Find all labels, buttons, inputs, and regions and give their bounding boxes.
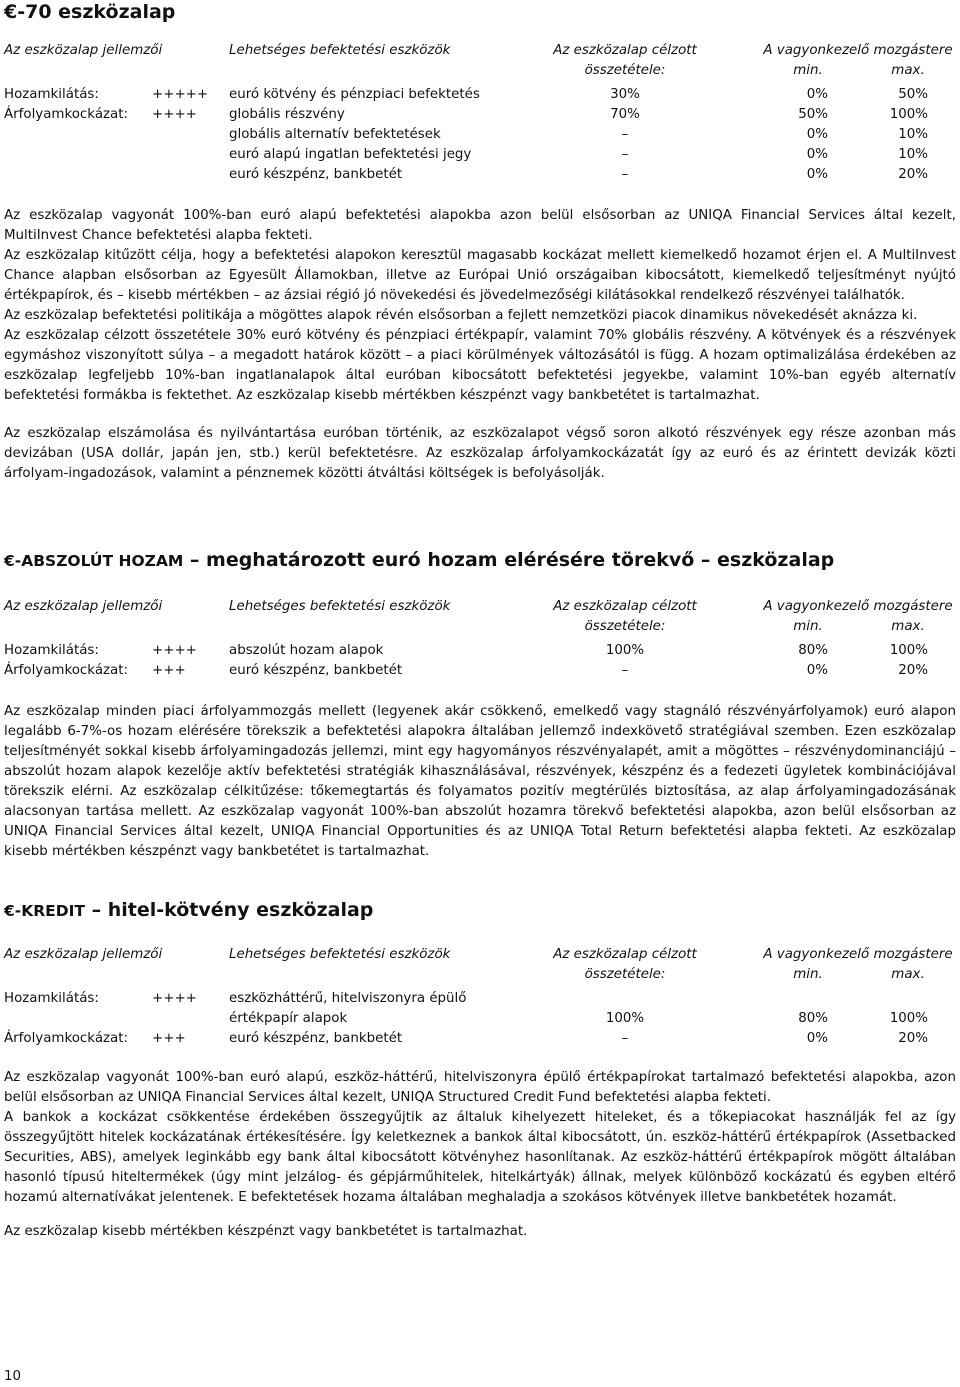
row-max: 100% [889, 1011, 928, 1026]
table-row [4, 641, 956, 661]
paragraph: Az eszközalap minden piaci árfolyammozgás mellett (legyenek akár csökkenő, emelkedő vagy stagnáló részvényárfolyamok) euró alapon legalább 6-7%-os hozam elérésére törekszik a befektetési alapokra általában jellemző indexkövető stratégiával szemben. Ezen eszközalap teljesítményét sokkal kisebb árfolyamingadozás jellemzi, mint egy hagyományos részvényalapét, amit a mögöttes – részvénydominanciájú – abszolút hozam alapok kezelője aktív befektetési stratégiák kihasználásával, részvények, készpénz és a fedezeti ügyletek kombinációjával törekszik elérni. Az eszközalap célkitűzése: tőkemegtartás és folyamatos pozitív megtérülés biztosítása, az alap árfolyamingadozásának alacsonyan tartása mellett. Az eszközalap vagyonát 100%-ban abszolút hozamra törekvő befektetési alapokba, azon belül elsősorban az UNIQA Financial Services által kezelt, UNIQA Financial Opportunities és az UNIQA Total Return befektetési alapba fekteti. Az eszközalap kisebb mértékben készpénzt vagy bankbetétet is tartalmazhat. [4, 704, 956, 859]
table-row [4, 989, 956, 1009]
row-asset: abszolút hozam alapok [229, 643, 384, 658]
row-max: 20% [898, 663, 928, 678]
row-min: 80% [798, 1011, 828, 1026]
section-euro-70 [4, 0, 956, 484]
title-prefix: €-ABSZOLÚT HOZAM [4, 552, 184, 570]
header-range: A vagyonkezelő mozgástere [763, 43, 953, 58]
title-prefix: €-KREDIT [4, 902, 85, 920]
row-rating: +++++ [152, 87, 209, 102]
table-row [4, 105, 956, 125]
table-row [4, 85, 956, 105]
row-rating: +++ [152, 1031, 186, 1046]
row-rating: +++ [152, 663, 186, 678]
table-row [4, 165, 956, 185]
table-body [4, 989, 956, 1049]
row-asset: euró készpénz, bankbetét [229, 1031, 403, 1046]
page-number: 10 [4, 1369, 22, 1384]
row-min: 0% [806, 87, 828, 102]
row-label: Hozamkilátás: [4, 643, 99, 658]
header-min: min. [793, 63, 823, 78]
title-rest: eszközalap [51, 1, 176, 23]
row-min: 50% [798, 107, 828, 122]
row-max: 20% [898, 167, 928, 182]
table-body [4, 641, 956, 681]
row-max: 100% [889, 643, 928, 658]
row-label: Hozamkilátás: [4, 991, 99, 1006]
header-characteristics: Az eszközalap jellemzői [4, 599, 163, 614]
header-target-2: összetétele: [584, 619, 666, 634]
row-asset: globális részvény [229, 107, 345, 122]
row-target: – [621, 1031, 629, 1046]
header-target: Az eszközalap célzott [553, 947, 697, 962]
row-min: 0% [806, 1031, 828, 1046]
header-instruments: Lehetséges befektetési eszközök [229, 947, 451, 962]
header-target-2: összetétele: [584, 63, 666, 78]
section-euro-abszolut-hozam [4, 548, 956, 862]
row-target: 70% [610, 107, 640, 122]
section-euro-kredit [4, 898, 956, 1242]
header-max: max. [891, 967, 925, 982]
row-target: – [621, 167, 629, 182]
title-prefix: €-70 [4, 1, 52, 23]
paragraph: Az eszközalap vagyonát 100%-ban euró alapú, eszköz-háttérű, hitelviszonyra épülő értékpapírokat tartalmazó befektetési alapokba, azon belül elsősorban az UNIQA Financial Services által kezelt, UNIQA Structured Credit Fund befektetési alapba fekteti. [4, 1070, 956, 1105]
row-asset: eszközháttérű, hitelviszonyra épülő [229, 991, 467, 1006]
paragraph: Az eszközalap célzott összetétele 30% euró kötvény és pénzpiaci értékpapír, valamint 70% globális részvény. A kötvények és a részvények egymáshoz viszonyított súlya – a megadott határok között – a piaci körülmények változásától is függ. A hozam optimalizálása érdekében az eszközalap legfeljebb 10%-ban ingatlanalapok által euróban kibocsátott befektetési jegyekbe, valamint 10%-ban egyéb alternatív befektetési formákba is fektethet. Az eszközalap kisebb mértékben készpénzt vagy bankbetétet is tartalmazhat. [4, 328, 956, 403]
header-characteristics: Az eszközalap jellemzői [4, 947, 163, 962]
row-target: 100% [605, 1011, 645, 1026]
row-label: Hozamkilátás: [4, 87, 99, 102]
row-asset: euró kötvény és pénzpiaci befektetés [229, 87, 480, 102]
table-row [4, 1029, 956, 1049]
paragraph: A bankok a kockázat csökkentése érdekében összegyűjtik az általuk kihelyezett hiteleket, és a tőkepiacokat használják fel az így összegyűjtött hitelek kockázatának értékesítésére. Így keletkeznek a bankok által kibocsátott, ún. eszköz-háttérű értékpapírok (Assetbacked Securities, ABS), amelyek leginkább egy bank által kibocsátott kötvényhez hasonlítanak. Az eszköz-háttérű értékpapírok mögött általában hasonló típusú hiteltermékek (úgy mint jelzálog- és gépjárműhitelek, hitelkártyák) állnak, melyek különböző kockázatú és egyben eltérő hozamú alternatívákat jelentenek. E befektetések hozama általában meghaladja a szokásos kötvények illetve bankbetétek hozamát. [4, 1110, 956, 1205]
table-row [4, 661, 956, 681]
row-min: 80% [798, 643, 828, 658]
title-rest: – meghatározott euró hozam elérésére törekvő – eszközalap [183, 549, 835, 571]
section-title [4, 548, 956, 573]
row-target: – [621, 127, 629, 142]
header-min: min. [793, 619, 823, 634]
row-target: – [621, 663, 629, 678]
row-max: 10% [898, 127, 928, 142]
row-min: 0% [806, 127, 828, 142]
row-rating: ++++ [152, 643, 197, 658]
row-label: Árfolyamkockázat: [4, 1031, 129, 1046]
row-rating: ++++ [152, 107, 197, 122]
row-min: 0% [806, 663, 828, 678]
row-label: Árfolyamkockázat: [4, 107, 129, 122]
row-target: – [621, 147, 629, 162]
table-row [4, 1009, 956, 1029]
row-max: 20% [898, 1031, 928, 1046]
row-asset: értékpapír alapok [229, 1011, 348, 1026]
table-header [4, 945, 956, 985]
row-target: 30% [610, 87, 640, 102]
row-max: 100% [889, 107, 928, 122]
row-max: 10% [898, 147, 928, 162]
table-header [4, 597, 956, 637]
header-instruments: Lehetséges befektetési eszközök [229, 43, 451, 58]
header-max: max. [891, 619, 925, 634]
paragraph: Az eszközalap kitűzött célja, hogy a befektetési alapokon keresztül magasabb kockázat mellett kiemelkedő hozamot érjen el. A MultiInvest Chance alapban elsősorban az Egyesült Államokban, illetve az Európai Unió országaiban kibocsátott, kiemelkedő teljesítményt nyújtó értékpapírok, és – kisebb mértékben – az ázsiai régió jó növekedési és jövedelmezőségi kilátásokkal rendelkező részvényei találhatók. [4, 248, 956, 303]
row-asset: euró készpénz, bankbetét [229, 663, 403, 678]
header-min: min. [793, 967, 823, 982]
table-body [4, 85, 956, 185]
row-max: 50% [898, 87, 928, 102]
row-rating: ++++ [152, 991, 197, 1006]
row-asset: euró alapú ingatlan befektetési jegy [229, 147, 472, 162]
header-target-2: összetétele: [584, 967, 666, 982]
paragraph: Az eszközalap vagyonát 100%-ban euró alapú befektetési alapokba azon belül elsősorban az UNIQA Financial Services által kezelt, MultiInvest Chance befektetési alapba fekteti. [4, 208, 956, 243]
title-rest: – hitel-kötvény eszközalap [84, 899, 374, 921]
header-characteristics: Az eszközalap jellemzői [4, 43, 163, 58]
row-target: 100% [605, 643, 645, 658]
section-title [4, 0, 956, 24]
header-target: Az eszközalap célzott [553, 599, 697, 614]
paragraph: Az eszközalap elszámolása és nyilvántartása euróban történik, az eszközalapot végső soron alkotó részvények egy része azonban más devizában (USA dollár, japán jen, stb.) kerül befektetésre. Az eszközalap árfolyamkockázatát így az euró és az érintett devizák közti árfolyam-ingadozások, valamint a pénznemek közötti átváltási költségek is befolyásolják. [4, 426, 956, 481]
row-asset: euró készpénz, bankbetét [229, 167, 403, 182]
table-row [4, 125, 956, 145]
row-min: 0% [806, 167, 828, 182]
row-label: Árfolyamkockázat: [4, 663, 129, 678]
row-min: 0% [806, 147, 828, 162]
header-target: Az eszközalap célzott [553, 43, 697, 58]
paragraph: Az eszközalap kisebb mértékben készpénzt vagy bankbetétet is tartalmazhat. [4, 1224, 528, 1239]
header-range: A vagyonkezelő mozgástere [763, 599, 953, 614]
header-instruments: Lehetséges befektetési eszközök [229, 599, 451, 614]
table-header [4, 41, 956, 81]
header-range: A vagyonkezelő mozgástere [763, 947, 953, 962]
row-asset: globális alternatív befektetések [229, 127, 441, 142]
table-row [4, 145, 956, 165]
paragraph: Az eszközalap befektetési politikája a mögöttes alapok révén elsősorban a fejlett nemzetközi piacok dinamikus növekedését aknázza ki. [4, 308, 918, 323]
header-max: max. [891, 63, 925, 78]
section-title [4, 898, 956, 923]
